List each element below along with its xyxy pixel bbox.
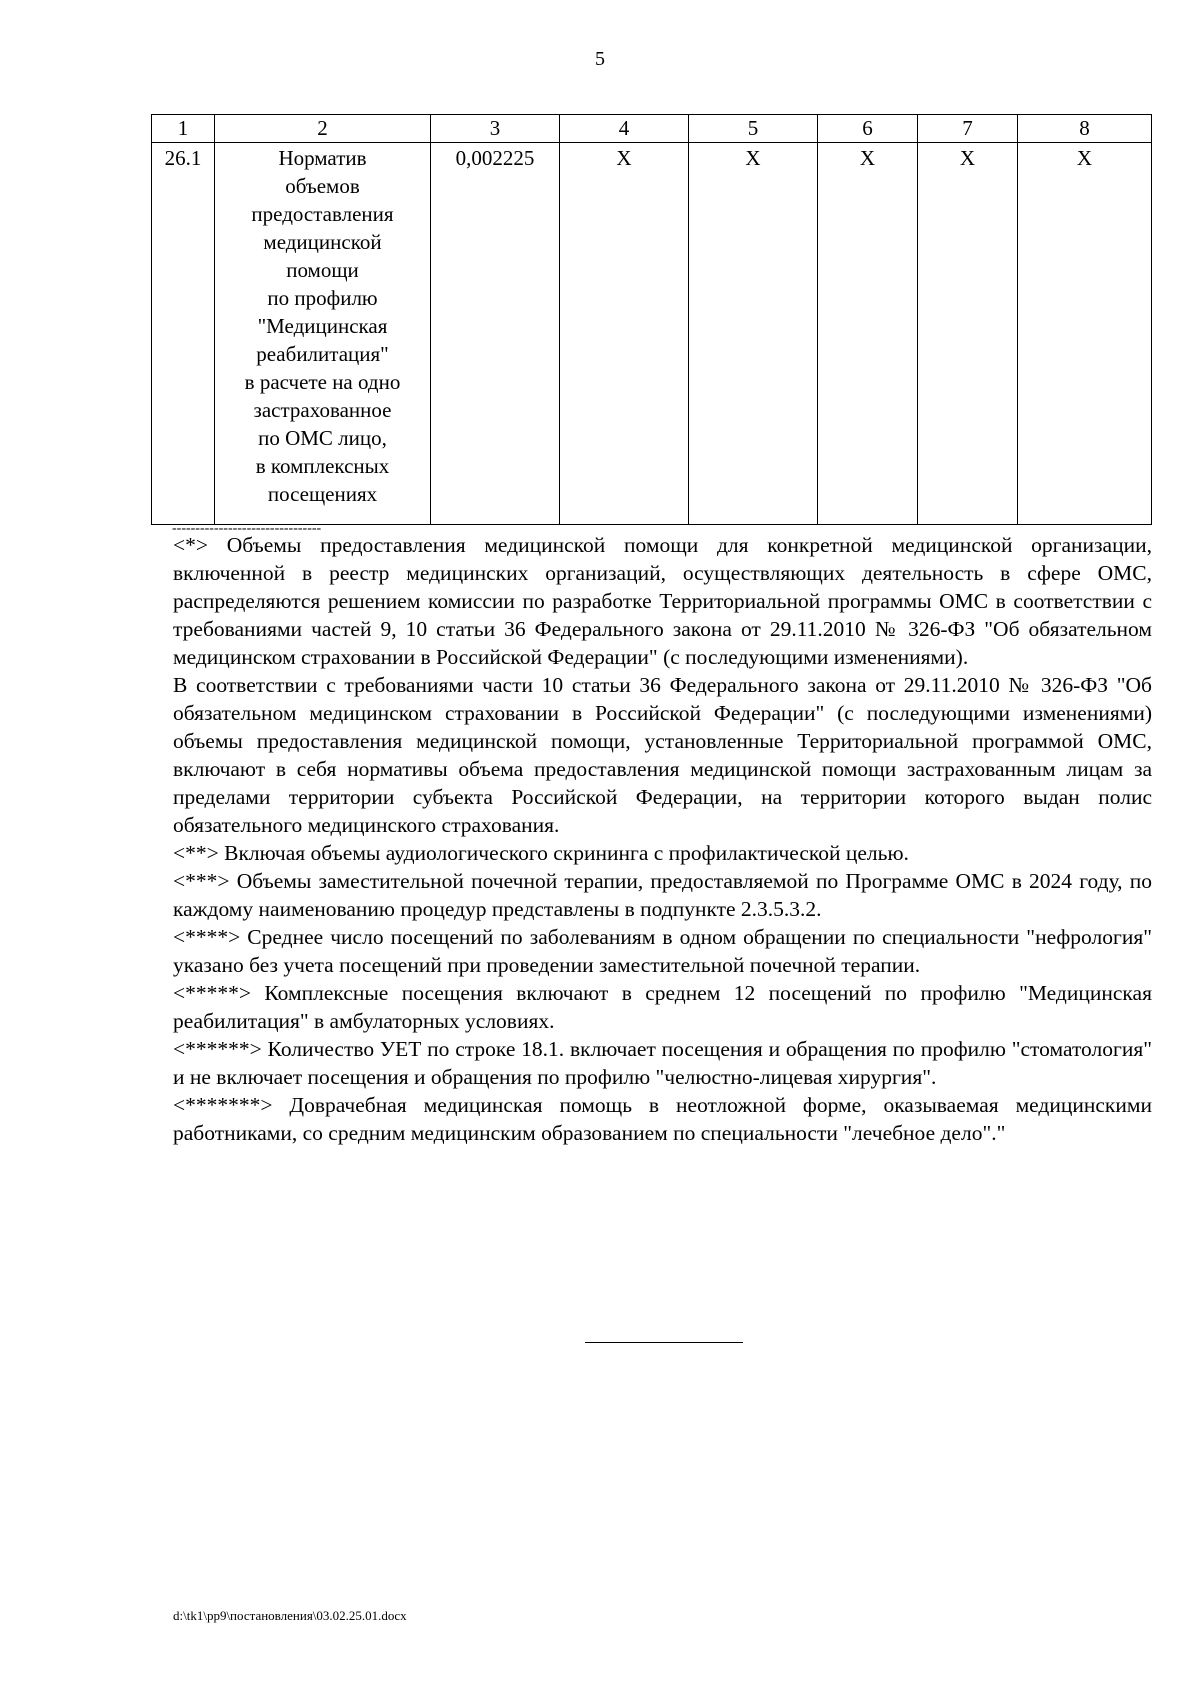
table-header-cell: 3 [431,115,560,143]
row-x-cell: Х [560,143,689,525]
file-path: d:\tk1\pp9\постановления\03.02.25.01.docx [173,1608,407,1623]
table-header-cell: 4 [560,115,689,143]
footnote-paragraph: <*****> Комплексные посещения включают в среднем 12 посещений по профилю "Медицинская реабилитация" в амбулаторных условиях. [173,981,1152,1033]
footnote-paragraph: <******> Количество УЕТ по строке 18.1. включает посещения и обращения по профилю "стоматология" и не включает посещения и обращения по профилю "челюстно-лицевая хирургия". [173,1037,1152,1089]
row-number-cell: 26.1 [152,143,215,525]
footnote-paragraph: <****> Среднее число посещений по заболеваниям в одном обращении по специальности "нефрология" указано без учета посещений при проведении заместительной почечной терапии. [173,925,1152,977]
table-header-cell: 1 [152,115,215,143]
page-number: 5 [595,48,605,70]
footnote-paragraph: <***> Объемы заместительной почечной терапии, предоставляемой по Программе ОМС в 2024 году, по каждому наименованию процедур представлены в подпункте 2.3.5.3.2. [173,869,1152,921]
volume-standards-table [151,114,1152,525]
table-header-cell: 8 [1018,115,1152,143]
footnote-paragraph: <*> Объемы предоставления медицинской помощи для конкретной медицинской организации, включенной в реестр медицинских организаций, осуществляющих деятельность в сфере ОМС, распределяются решением комиссии по разработке Территориальной программы ОМС в соответствии с требованиями частей 9, 10 статьи 36 Федерального закона от 29.11.2010 № 326-ФЗ "Об обязательном медицинском страховании в Российской Федерации" (с последующими изменениями). [173,533,1152,669]
row-x-cell: Х [818,143,918,525]
row-name-cell: Норматив объемов предоставления медицинской помощи по профилю "Медицинская реабилитация" в расчете на одно застрахованное по ОМС лицо, в комплексных посещениях [215,143,431,525]
table-header-cell: 7 [918,115,1018,143]
row-x-cell: Х [918,143,1018,525]
table-header-cell: 5 [689,115,818,143]
table-row [152,143,1152,525]
footnotes [173,531,1152,1147]
footnote-paragraph: <**> Включая объемы аудиологического скрининга с профилактической целью. [173,841,909,865]
row-value-cell: 0,002225 [431,143,560,525]
footnote-paragraph: В соответствии с требованиями части 10 статьи 36 Федерального закона от 29.11.2010 № 326-ФЗ "Об обязательном медицинском страховании в Российской Федерации" (с последующими изменениями) объемы предоставления медицинской помощи, установленные Территориальной программой ОМС, включают в себя нормативы объема предоставления медицинской помощи застрахованным лицам за пределами территории субъекта Российской Федерации, на территории которого выдан полис обязательного медицинского страхования. [173,673,1152,837]
footnote-separator: -------------------------------- [172,521,322,536]
footnote-paragraph: <*******> Доврачебная медицинская помощь в неотложной форме, оказываемая медицинскими работниками, со средним медицинским образованием по специальности "лечебное дело"." [173,1093,1152,1145]
table-header-cell: 2 [215,115,431,143]
table-header-row [152,115,1152,143]
row-x-cell: Х [1018,143,1152,525]
end-divider [585,1342,743,1343]
table-header-cell: 6 [818,115,918,143]
row-x-cell: Х [689,143,818,525]
